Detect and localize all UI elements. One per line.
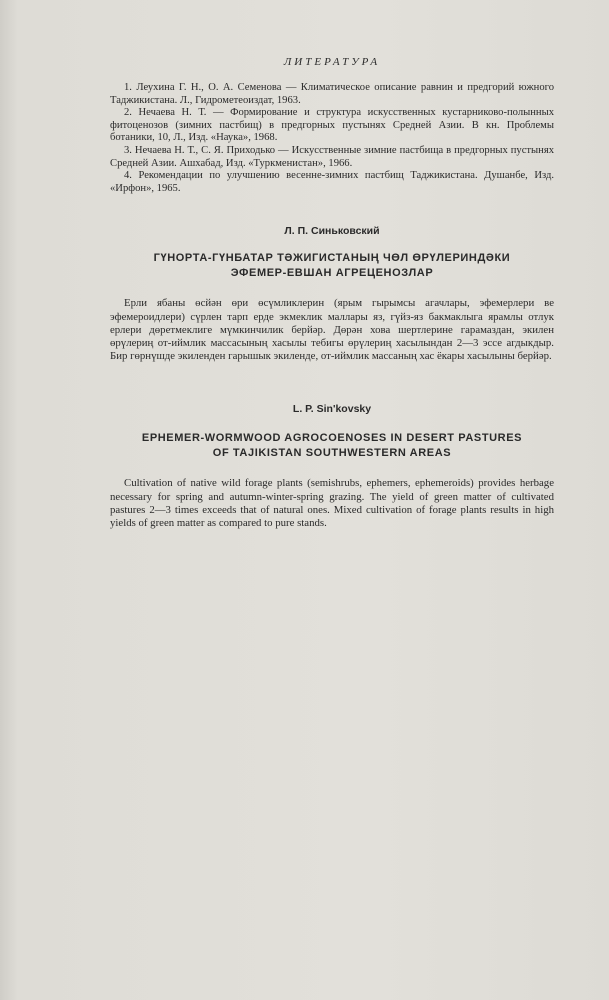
reference-item-1: 1. Леухина Г. Н., О. А. Семенова — Климатическое описание равнин и предгорий южного Таджикистана. Л., Гидрометеоиздат, 1963. [110,82,554,106]
reference-item-3: 3. Нечаева Н. Т., С. Я. Приходько — Искусственные зимние пастбища в предгорных пустынях Средней Азии. Ашхабад, Изд. «Туркменистан», 1966. [110,144,554,169]
english-title-line-1: EPHEMER-WORMWOOD AGROCOENOSES IN DESERT PASTURES [141,432,523,445]
turkmen-summary-body: Ерли ябаны өсйән өри өсүмликлерин (ярым гырымсы агачлары, эфемерлери ве эфемероидлери) сүрлен тарп ерде экмеклик маллары яз, гүйз-яз бакмаклыга ярамлы отлук ерлери дөретмеклиге мүмкинчилик берйәр. Дөрән хова шертлерине гарамаздан, экилен өрүлериң от-иймлик массасының хасылы тебигы өрүлериң хасылындан 2—3 эссе агдыкдыр. Бир гөрнүшде экиленден гарышык экиленде, от-иймлик массаның хас ёкары хасылыны берйәр. [110,297,554,363]
reference-item-2: 2. Нечаева Н. Т. — Формирование и структура искусственных кустарниково-полынных фитоценозов (зимних пастбищ) в предгорных пустынях Средней Азии. В кн. Проблемы ботаники, 10, Л., Изд. «Наука», 1968. [110,107,554,144]
turkmen-title-line-2: ЭФЕМЕР-ЕВШАН АГРЕЦЕНОЗЛАР [230,267,434,280]
english-author: L. P. Sin'kovsky [292,403,372,416]
turkmen-title-line-1: ГҮНОРТА-ГҮНБАТАР ТӘЖИГИСТАНЫҢ ЧӨЛ ӨРҮЛЕРИНДӘКИ [153,252,511,265]
reference-item-4: 4. Рекомендации по улучшению весенне-зимних пастбищ Таджикистана. Душанбе, Изд. «Ирфон», 1965. [110,170,554,194]
english-title-line-2: OF TAJIKISTAN SOUTHWESTERN AREAS [212,447,452,460]
english-summary-body: Cultivation of native wild forage plants (semishrubs, ephemers, ephemeroids) provides herbage necessary for spring and autumn-winter-spring grazing. The yield of green matter of cultivated pastures 2—3 times exceeds that of natural ones. Mixed cultivation of forage plants results in high yields of green matter as compared to pure stands. [110,477,554,529]
references-heading: ЛИТЕРАТУРА [283,56,381,68]
page-content [110,50,554,530]
turkmen-author: Л. П. Синьковский [284,225,380,238]
